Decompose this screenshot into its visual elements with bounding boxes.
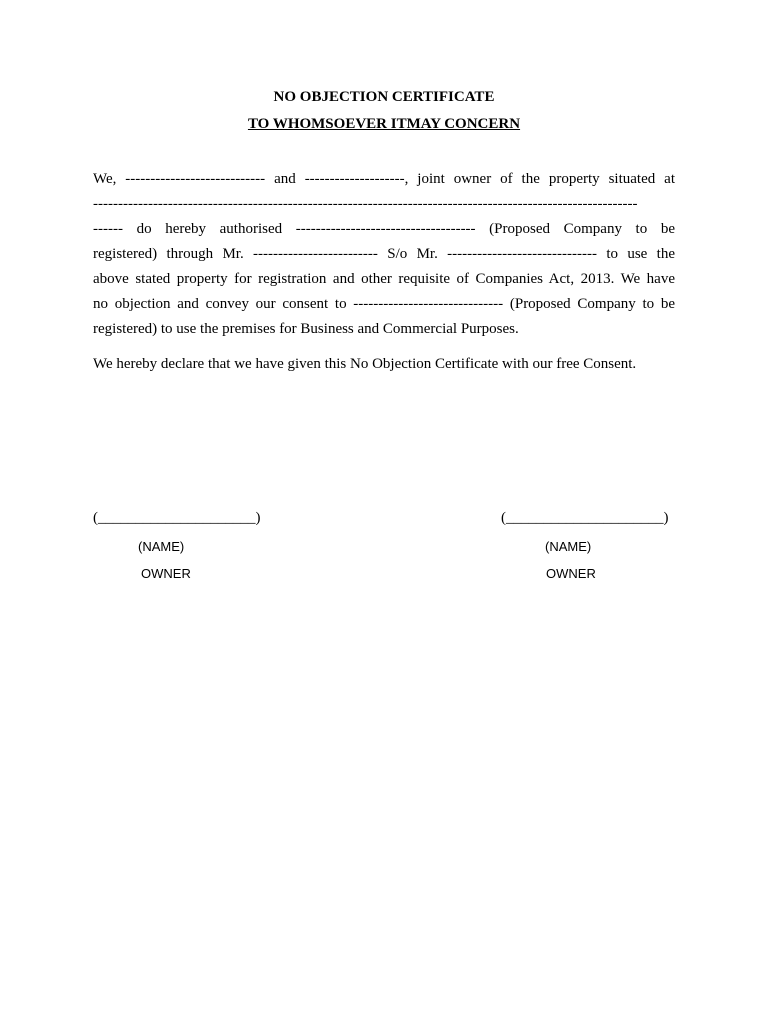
paragraph-line: ------------------------------------------------------------------------------------------------------------- <box>93 196 638 212</box>
paragraph-line: no objection and convey our consent to ------------------------------ (Proposed Company to be <box>93 296 675 312</box>
right-signature-role: OWNER <box>546 566 596 581</box>
paragraph-line: registered) through Mr. ------------------------- S/o Mr. ------------------------------ to use the <box>93 246 675 262</box>
document-subtitle: TO WHOMSOEVER ITMAY CONCERN <box>247 116 521 132</box>
left-signature-name: (NAME) <box>138 539 185 554</box>
paragraph-line: We, ---------------------------- and --------------------, joint owner of the property situated at <box>93 171 675 187</box>
right-signature-line: (_____________________) <box>501 510 669 526</box>
paragraph-line: ------ do hereby authorised ------------------------------------ (Proposed Company to be <box>93 221 675 237</box>
paragraph-line: above stated property for registration and other requisite of Companies Act, 2013. We have <box>93 271 675 287</box>
body-paragraph-2: We hereby declare that we have given this No Objection Certificate with our free Consent. <box>93 356 637 372</box>
right-signature-name: (NAME) <box>545 539 592 554</box>
document-title: NO OBJECTION CERTIFICATE <box>273 89 495 105</box>
paragraph-line: registered) to use the premises for Business and Commercial Purposes. <box>93 321 519 337</box>
left-signature-role: OWNER <box>141 566 191 581</box>
left-signature-line: (_____________________) <box>93 510 261 526</box>
body-paragraph-1 <box>93 167 675 342</box>
